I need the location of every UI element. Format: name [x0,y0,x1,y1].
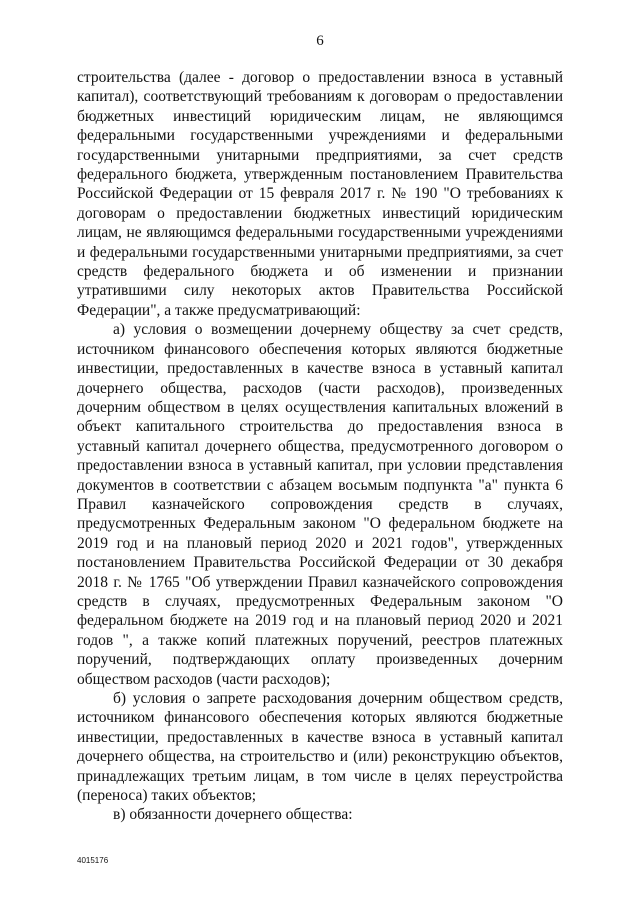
paragraph-continuation: строительства (далее - договор о предоставлении взноса в уставный капитал), соответствующий требованиям к договорам о предоставлении бюджетных инвестиций юридическим лицам, не являющимся федеральными государственными учреждениями и федеральными государственными унитарными предприятиями, за счет средств федерального бюджета, утвержденным постановлением Правительства Российской Федерации от 15 февраля 2017 г. № 190 "О требованиях к договорам о предоставлении бюджетных инвестиций юридическим лицам, не являющимся федеральными государственными учреждениями и федеральными государственными унитарными предприятиями, за счет средств федерального бюджета и об изменении и признании утратившими силу некоторых актов Правительства Российской Федерации", а также предусматривающий: [77,69,563,319]
page-number: 6 [316,33,324,49]
document-body [77,68,563,825]
paragraph-item-a: а) условия о возмещении дочернему обществу за счет средств, источником финансового обеспечения которых являются бюджетные инвестиции, предоставленных в качестве взноса в уставный капитал дочернего общества, расходов (части расходов), произведенных дочерним обществом в целях осуществления капитальных вложений в объект капитального строительства до предоставления взноса в уставный капитал дочернего общества, предусмотренного договором о предоставлении взноса в уставный капитал, при условии представления документов в соответствии с абзацем восьмым подпункта "а" пункта 6 Правил казначейского сопровождения средств в случаях, предусмотренных Федеральным законом "О федеральном бюджете на 2019 год и на плановый период 2020 и 2021 годов", утвержденных постановлением Правительства Российской Федерации от 30 декабря 2018 г. № 1765 "Об утверждении Правил казначейского сопровождения средств в случаях, предусмотренных Федеральным законом "О федеральном бюджете на 2019 год и на плановый период 2020 и 2021 годов ", а также копий платежных поручений, реестров платежных поручений, подтверждающих оплату произведенных дочерним обществом расходов (части расходов); [77,321,563,688]
paragraph-item-v: в) обязанности дочернего общества: [113,806,353,824]
paragraph-item-b: б) условия о запрете расходования дочерним обществом средств, источником финансового обеспечения которых являются бюджетные инвестиции, предоставленных в качестве взноса в уставный капитал дочернего общества, на строительство и (или) реконструкцию объектов, принадлежащих третьим лицам, в том числе в целях переустройства (переноса) таких объектов; [77,690,563,805]
document-code: 4015176 [77,856,109,865]
